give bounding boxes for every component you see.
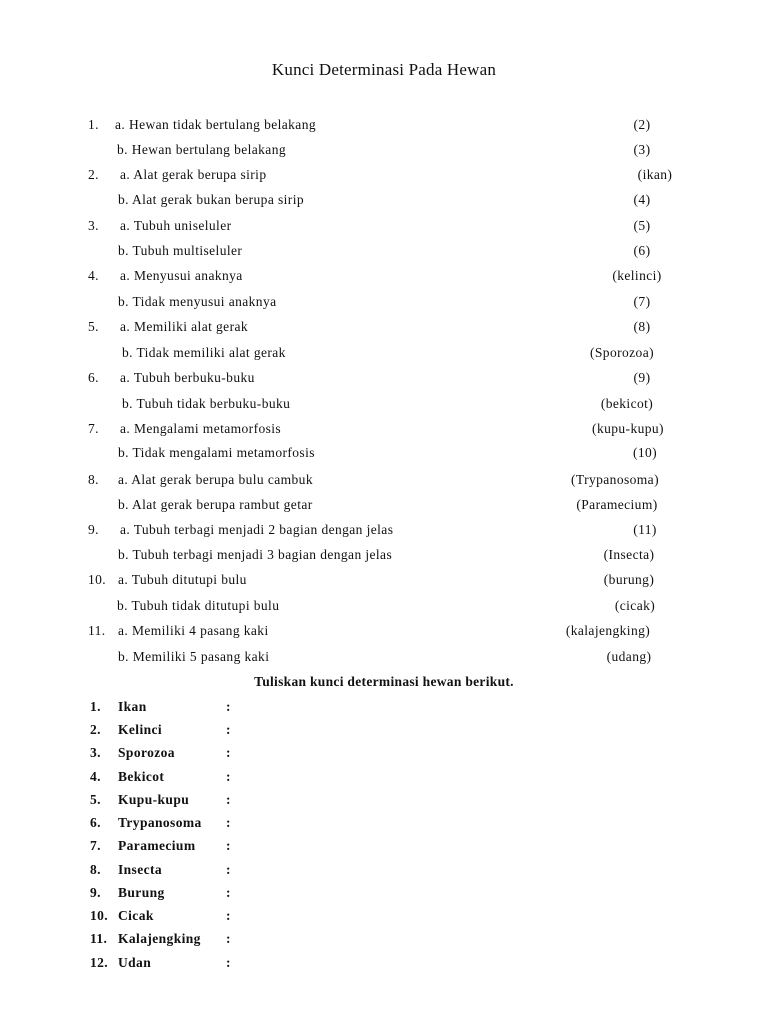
- exercise-animal: Paramecium: [118, 838, 196, 853]
- exercise-colon: :: [226, 931, 231, 946]
- key-row: [0, 218, 768, 240]
- key-result: (11): [633, 522, 657, 537]
- key-row: [0, 421, 768, 443]
- exercise-number: 4.: [90, 769, 101, 784]
- exercise-number: 7.: [90, 838, 101, 853]
- exercise-item: [0, 955, 768, 977]
- key-result: (3): [633, 142, 651, 157]
- key-option-a: a. Menyusui anaknya: [120, 268, 243, 283]
- key-row: [0, 572, 768, 594]
- key-number: 9.: [88, 522, 99, 537]
- exercise-colon: :: [226, 885, 231, 900]
- key-option-a: a. Memiliki 4 pasang kaki: [118, 623, 269, 638]
- exercise-item: [0, 722, 768, 744]
- exercise-colon: :: [226, 815, 231, 830]
- key-row: [0, 268, 768, 290]
- exercise-colon: :: [226, 769, 231, 784]
- key-option-b: b. Tidak menyusui anaknya: [118, 294, 277, 309]
- key-row: [0, 649, 768, 671]
- exercise-colon: :: [226, 722, 231, 737]
- key-result: (udang): [606, 649, 652, 664]
- key-option-a: a. Memiliki alat gerak: [120, 319, 249, 334]
- exercise-number: 11.: [90, 931, 108, 946]
- key-option-b: b. Hewan bertulang belakang: [117, 142, 286, 157]
- exercise-number: 3.: [90, 745, 101, 760]
- exercise-item: [0, 769, 768, 791]
- exercise-number: 10.: [90, 908, 109, 923]
- key-number: 7.: [88, 421, 99, 436]
- key-result: (ikan): [637, 167, 673, 182]
- key-row: [0, 294, 768, 316]
- key-result: (Insecta): [603, 547, 655, 562]
- key-row: [0, 117, 768, 139]
- key-result: (10): [632, 445, 658, 460]
- exercise-number: 2.: [90, 722, 101, 737]
- exercise-animal: Trypanosoma: [118, 815, 202, 830]
- key-row: [0, 243, 768, 265]
- key-option-a: a. Tubuh ditutupi bulu: [118, 572, 247, 587]
- key-row: [0, 522, 768, 544]
- key-result: (bekicot): [600, 396, 654, 411]
- key-number: 8.: [88, 472, 99, 487]
- exercise-number: 8.: [90, 862, 101, 877]
- key-row: [0, 472, 768, 494]
- exercise-animal: Kalajengking: [118, 931, 201, 946]
- key-option-a: a. Tubuh berbuku-buku: [120, 370, 255, 385]
- exercise-colon: :: [226, 792, 231, 807]
- key-number: 11.: [88, 623, 106, 638]
- exercise-title: Tuliskan kunci determinasi hewan berikut.: [254, 674, 514, 689]
- key-result: (8): [633, 319, 651, 334]
- key-result: (Sporozoa): [590, 345, 654, 360]
- key-result: (burung): [603, 572, 655, 587]
- exercise-number: 1.: [90, 699, 101, 714]
- exercise-colon: :: [226, 745, 231, 760]
- key-option-b: b. Alat gerak berupa rambut getar: [118, 497, 313, 512]
- key-row: [0, 345, 768, 367]
- key-result: (Paramecium): [576, 497, 658, 512]
- key-number: 5.: [88, 319, 99, 334]
- exercise-colon: :: [226, 699, 231, 714]
- key-option-b: b. Memiliki 5 pasang kaki: [118, 649, 270, 664]
- key-result: (cicak): [614, 598, 656, 613]
- exercise-number: 9.: [90, 885, 101, 900]
- exercise-item: [0, 745, 768, 767]
- key-result: (9): [633, 370, 651, 385]
- exercise-number: 6.: [90, 815, 101, 830]
- key-option-a: a. Alat gerak berupa sirip: [120, 167, 267, 182]
- exercise-colon: :: [226, 955, 231, 970]
- key-option-b: b. Tubuh terbagi menjadi 3 bagian dengan jelas: [118, 547, 393, 562]
- key-row: [0, 142, 768, 164]
- key-row: [0, 598, 768, 620]
- key-option-a: a. Hewan tidak bertulang belakang: [115, 117, 317, 132]
- exercise-animal: Bekicot: [118, 769, 165, 784]
- exercise-animal: Cicak: [118, 908, 154, 923]
- exercise-animal: Ikan: [118, 699, 147, 714]
- key-result: (2): [633, 117, 651, 132]
- exercise-item: [0, 838, 768, 860]
- key-option-b: b. Tidak memiliki alat gerak: [122, 345, 286, 360]
- key-row: [0, 547, 768, 569]
- exercise-number: 5.: [90, 792, 101, 807]
- key-row: [0, 192, 768, 214]
- exercise-item: [0, 792, 768, 814]
- exercise-number: 12.: [90, 955, 109, 970]
- key-result: (5): [633, 218, 651, 233]
- key-number: 6.: [88, 370, 99, 385]
- key-row: [0, 396, 768, 418]
- key-option-a: a. Tubuh terbagi menjadi 2 bagian dengan jelas: [120, 522, 394, 537]
- key-row: [0, 623, 768, 645]
- exercise-animal: Kupu-kupu: [118, 792, 190, 807]
- key-option-a: a. Mengalami metamorfosis: [120, 421, 282, 436]
- exercise-colon: :: [226, 908, 231, 923]
- key-option-b: b. Tubuh multiseluler: [118, 243, 243, 258]
- key-result: (Trypanosoma): [571, 472, 659, 487]
- key-row: [0, 497, 768, 519]
- exercise-item: [0, 908, 768, 930]
- key-option-b: b. Alat gerak bukan berupa sirip: [118, 192, 304, 207]
- key-number: 1.: [88, 117, 99, 132]
- key-result: (7): [633, 294, 651, 309]
- key-result: (kupu-kupu): [592, 421, 664, 436]
- key-result: (6): [633, 243, 651, 258]
- exercise-colon: :: [226, 862, 231, 877]
- key-result: (kelinci): [612, 268, 662, 283]
- exercise-animal: Udan: [118, 955, 152, 970]
- exercise-item: [0, 931, 768, 953]
- exercise-item: [0, 699, 768, 721]
- exercise-item: [0, 885, 768, 907]
- exercise-animal: Insecta: [118, 862, 163, 877]
- key-number: 10.: [88, 572, 107, 587]
- exercise-animal: Burung: [118, 885, 165, 900]
- key-option-a: a. Tubuh uniseluler: [120, 218, 232, 233]
- exercise-animal: Kelinci: [118, 722, 163, 737]
- key-option-b: b. Tubuh tidak ditutupi bulu: [117, 598, 280, 613]
- key-row: [0, 370, 768, 392]
- key-option-b: b. Tubuh tidak berbuku-buku: [122, 396, 291, 411]
- key-row: [0, 319, 768, 341]
- exercise-item: [0, 862, 768, 884]
- key-number: 3.: [88, 218, 99, 233]
- key-number: 2.: [88, 167, 99, 182]
- key-option-b: b. Tidak mengalami metamorfosis: [118, 445, 315, 460]
- key-row: [0, 445, 768, 467]
- key-result: (4): [633, 192, 651, 207]
- exercise-animal: Sporozoa: [118, 745, 175, 760]
- exercise-colon: :: [226, 838, 231, 853]
- exercise-item: [0, 815, 768, 837]
- key-result: (kalajengking): [565, 623, 651, 638]
- key-row: [0, 167, 768, 189]
- page-title: Kunci Determinasi Pada Hewan: [271, 60, 497, 79]
- key-option-a: a. Alat gerak berupa bulu cambuk: [118, 472, 313, 487]
- key-number: 4.: [88, 268, 99, 283]
